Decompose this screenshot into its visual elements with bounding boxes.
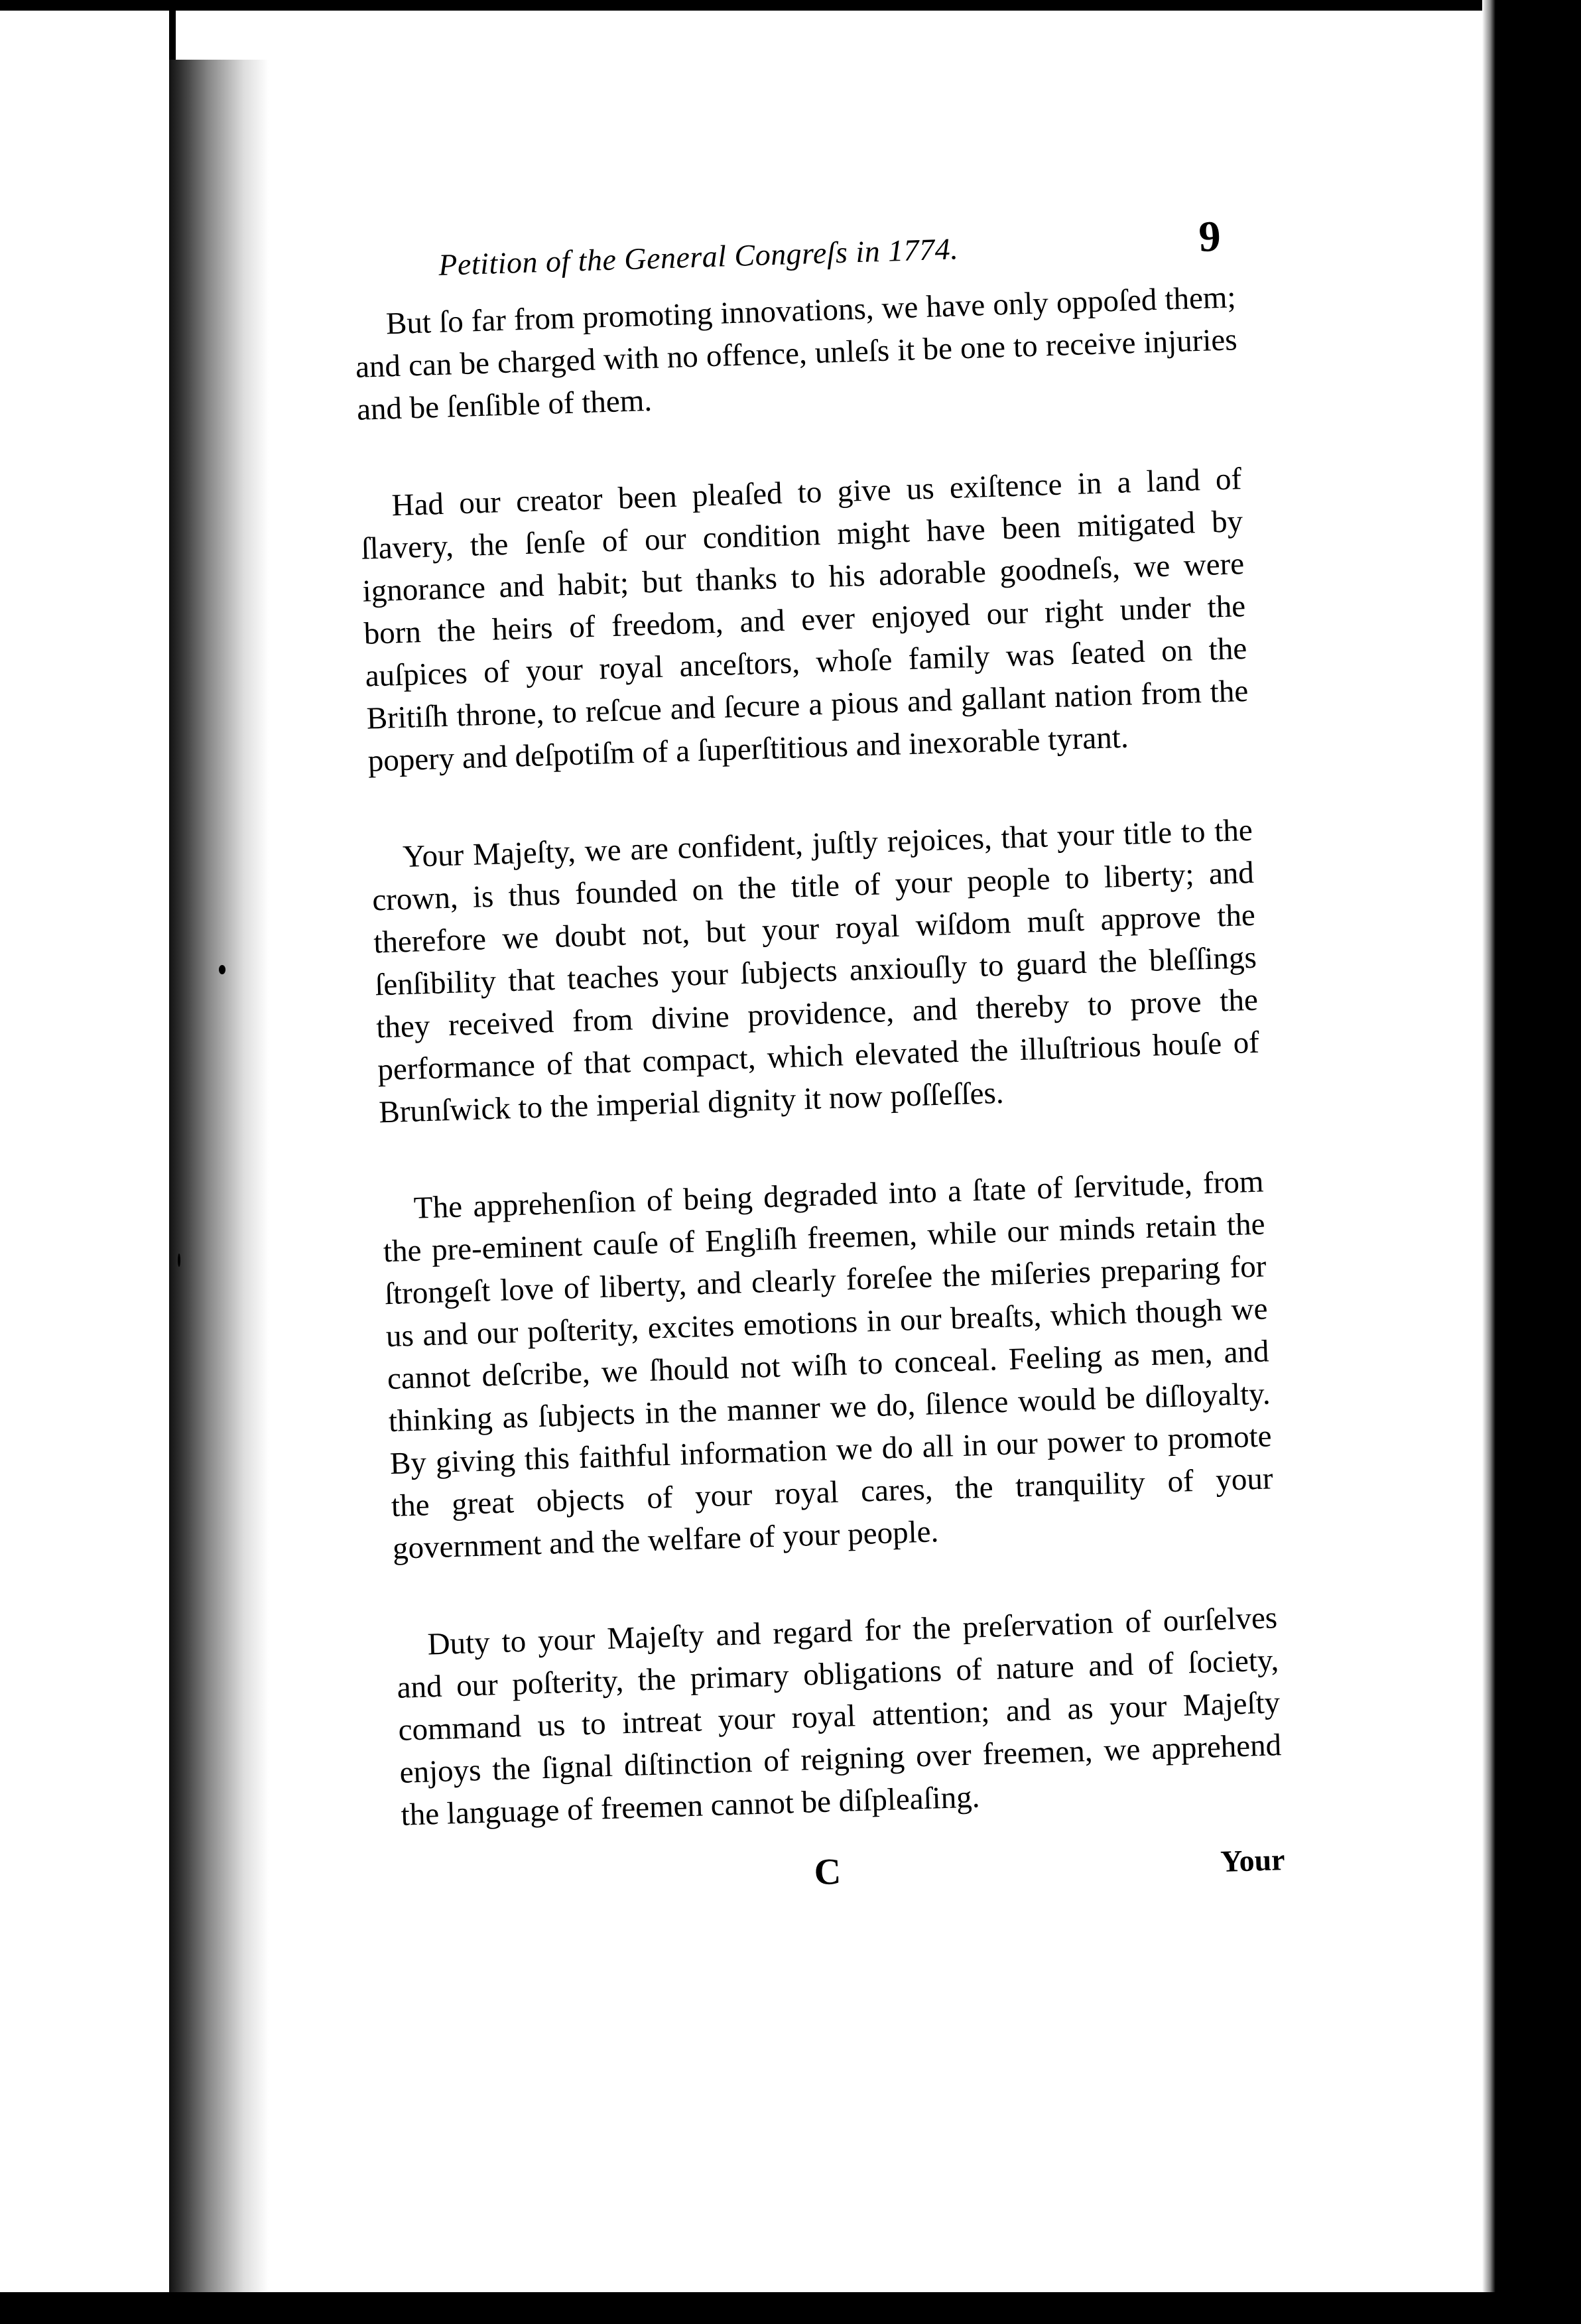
signature-mark: C [813,1851,842,1894]
binding-gutter-shadow [169,60,269,2292]
paragraph: The apprehenſion of being degraded into a ſtate of ſervitude, from the pre-eminent cauſe of Engliſh freemen, while our minds retain the ſtrongeſt love of liberty, and clearly foreſee the miſeries preparing for us and our poſterity, excites emotions in our breaſts, which though we cannot deſcribe, we ſhould not wiſh to conceal. Feeling as men, and thinking as ſubjects in the manner we do, ſilence would be diſloyalty. By giving this faithful information we do all in our power to promote the great objects of your royal cares, the tranquility of your government and the welfare of your people. [383,1164,1274,1567]
stray-ink-mark [178,1254,180,1267]
edge-mark [1525,99,1529,126]
catchword: Your [1220,1842,1286,1879]
paragraph: But ſo far from promoting innovations, we have only oppoſed them; and can be charged with no offence, unleſs it be one to receive injuries and be ſenſible of them. [355,280,1238,427]
page-right-edge [1482,0,1495,2292]
page-footer [403,1837,1285,1907]
stray-ink-mark [219,965,225,974]
page-text-block [351,211,1285,1907]
paragraph: Your Majeſty, we are confident, juſtly rejoices, that your title to the crown, is thus founded on the title of your people to liberty; and therefore we doubt not, but your royal wiſdom muſt approve the ſenſibility that teaches your ſubjects anxiouſly to guard the bleſſings they received from divine providence, and thereby to prove the performance of that compact, which elevated the illuſtrious houſe of Brunſwick to the imperial dignity it now poſſeſſes. [371,812,1260,1130]
top-edge-shadow [0,0,1495,11]
paragraph: Duty to your Majeſty and regard for the preſervation of ourſelves and our poſterity, the primary obligations of nature and of ſociety, command us to intreat your royal attention; and as your Majeſty enjoys the ſignal diſtinction of reigning over freemen, we apprehend the language of freemen cannot be diſpleaſing. [396,1600,1282,1833]
running-head-title: Petition of the General Congreſs in 1774. [438,231,959,282]
paragraph: Had our creator been pleaſed to give us exiſtence in a land of ſlavery, the ſenſe of our condition might have been mitigated by ignorance and habit; but thanks to his adorable goodneſs, we were born the heirs of freedom, and ever enjoyed our right under the auſpices of your royal anceſtors, whoſe family was ſeated on the Britiſh throne, to reſcue and ſecure a pious and gallant nation from the popery and deſpotiſm of a ſuperſtitious and inexorable tyrant. [360,462,1249,779]
page-number: 9 [1198,212,1222,261]
